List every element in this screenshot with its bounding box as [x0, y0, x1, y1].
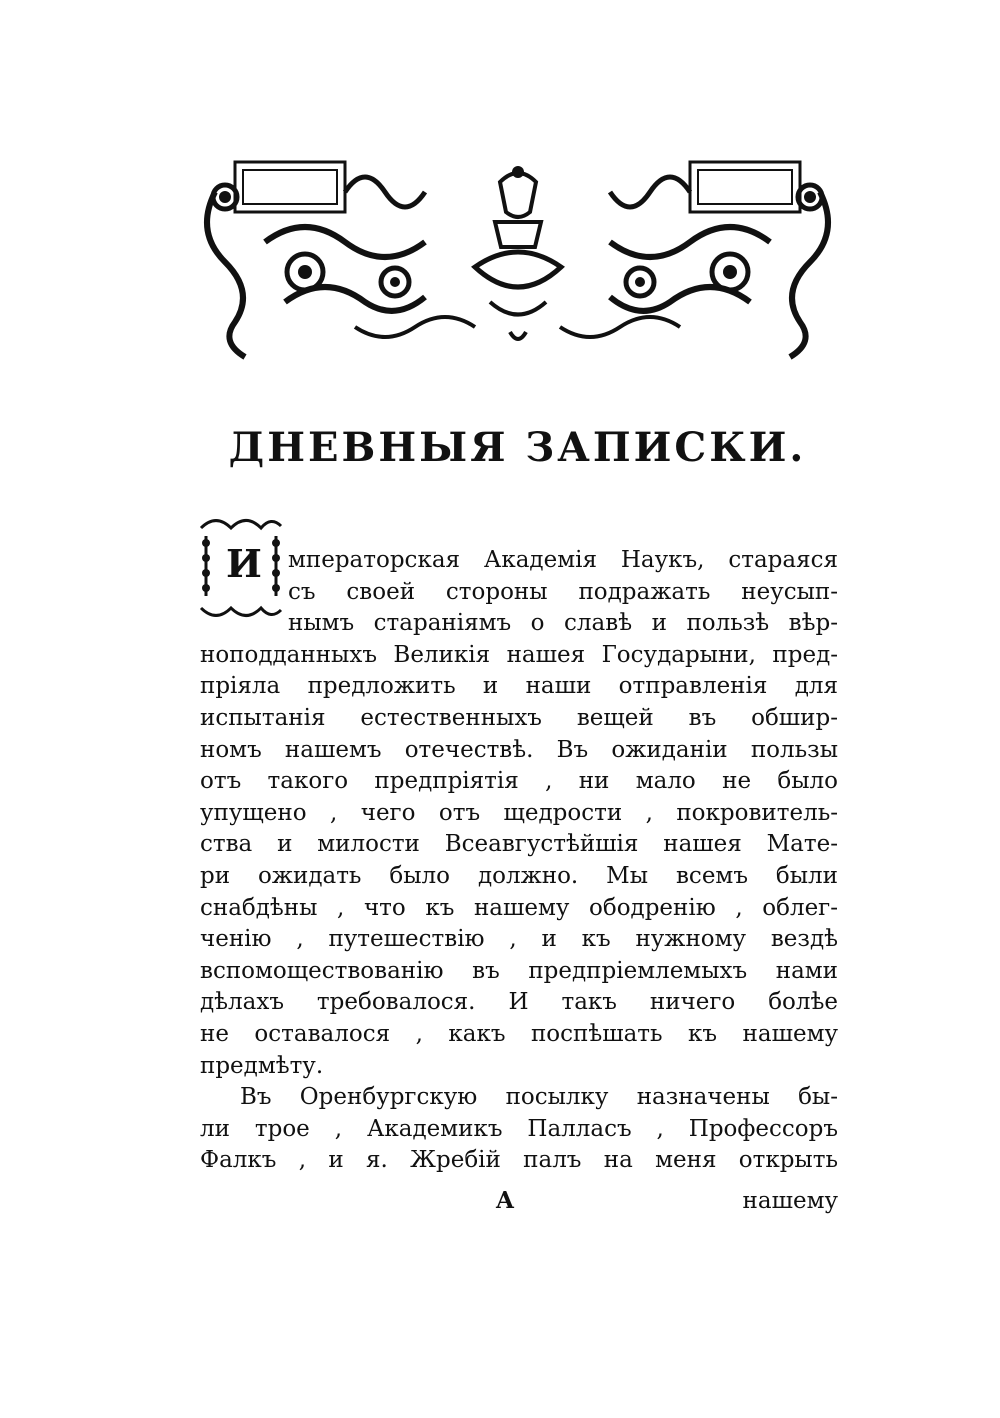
text-line: ли трое , Академикъ Палласъ , Профессоръ	[200, 1115, 838, 1142]
text-line: дѣлахъ требовалося. И такъ ничего болѣе	[200, 989, 838, 1016]
text-line: мператорская Академія Наукъ, стараяся	[288, 547, 838, 573]
page-footer	[200, 1185, 838, 1217]
text-line: снабдѣны , что къ нашему ободренію , облег-	[200, 894, 838, 921]
catchword: нашему	[742, 1188, 838, 1214]
text-line: ства и милости Всеавгустѣйшія нашея Мате-	[200, 831, 838, 858]
text-line: ноподданныхъ Великія нашея Государыни, пред-	[200, 641, 838, 668]
text-line: вспомоществованію въ предпріемлемыхъ нами	[200, 957, 838, 984]
drop-cap-letter: И	[226, 541, 262, 586]
page-title: ДНЕВНЫЯ ЗАПИСКИ.	[228, 424, 807, 471]
text-line: пріяла предложить и наши отправленія для	[200, 673, 838, 700]
text-line: упущено , чего отъ щедрости , покровитель-	[200, 799, 838, 826]
signature-mark: А	[495, 1187, 515, 1214]
text-line: номъ нашемъ отечествѣ. Въ ожиданіи пользы	[200, 736, 838, 763]
text-line: предмѣту.	[200, 1052, 324, 1079]
body-text	[200, 545, 838, 1177]
text-line: отъ такого предпріятія , ни мало не было	[200, 768, 838, 795]
text-line: не оставалося , какъ поспѣшать къ нашему	[200, 1020, 838, 1047]
text-line: Въ Оренбургскую посылку назначены бы-	[240, 1084, 838, 1111]
headpiece-ornament-icon	[195, 152, 840, 362]
text-line: ченію , путешествію , и къ нужному вездѣ	[200, 926, 838, 953]
ornamental-headpiece	[195, 152, 840, 362]
text-line: Фалкъ , и я. Жребій палъ на меня открыть	[200, 1147, 838, 1174]
text-line: ри ожидать было должно. Мы всемъ были	[200, 862, 838, 889]
text-line: нымъ стараніямъ о славѣ и пользѣ вѣр-	[288, 610, 838, 637]
text-line: съ своей стороны подражать неусып-	[288, 578, 838, 605]
text-line: испытанія естественныхъ вещей въ обшир-	[200, 704, 838, 731]
